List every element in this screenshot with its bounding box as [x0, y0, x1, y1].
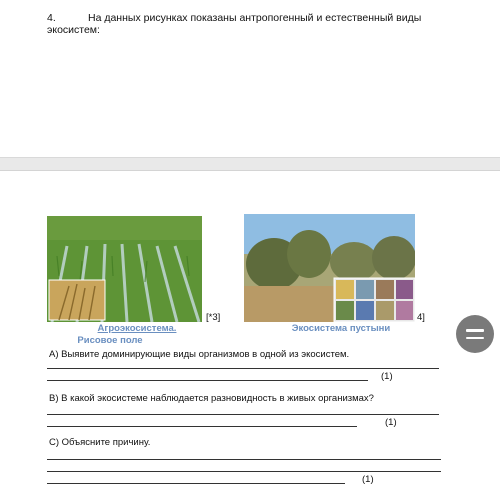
task-c: С) Объясните причину. — [49, 437, 151, 448]
hamburger-menu-icon[interactable] — [456, 315, 494, 353]
desert-figure-mark: 4] — [417, 312, 425, 323]
answer-line-c3[interactable] — [47, 483, 345, 484]
task-a: А) Выявите доминирующие виды организмов в одной из экосистем. — [49, 349, 350, 360]
task-b-score: (1) — [385, 417, 397, 428]
question-text-line2: экосистем: — [47, 24, 100, 36]
answer-line-a2[interactable] — [47, 380, 368, 381]
rice-field-caption: Рисовое поле — [77, 335, 143, 346]
task-c-score: (1) — [362, 474, 374, 485]
page-separator — [0, 158, 500, 171]
agro-figure-mark: [*3] — [206, 312, 221, 323]
task-a-score: (1) — [381, 371, 393, 382]
agro-caption: Агроэкосистема. — [97, 323, 177, 334]
desert-caption: Экосистема пустыни — [291, 323, 391, 334]
page-2 — [0, 171, 500, 499]
rice-field-photo — [47, 216, 202, 322]
desert-photo — [244, 214, 415, 322]
page-1 — [0, 0, 500, 158]
answer-line-a1[interactable] — [47, 368, 439, 369]
answer-line-b1[interactable] — [47, 414, 439, 415]
answer-line-c1[interactable] — [47, 459, 441, 460]
question-text-line1: На данных рисунках показаны антропогенный и естественный виды — [88, 12, 422, 24]
answer-line-b2[interactable] — [47, 426, 357, 427]
question-number: 4. — [47, 12, 56, 24]
answer-line-c2[interactable] — [47, 471, 441, 472]
task-b: В) В какой экосистеме наблюдается разновидность в живых организмах? — [49, 393, 374, 404]
